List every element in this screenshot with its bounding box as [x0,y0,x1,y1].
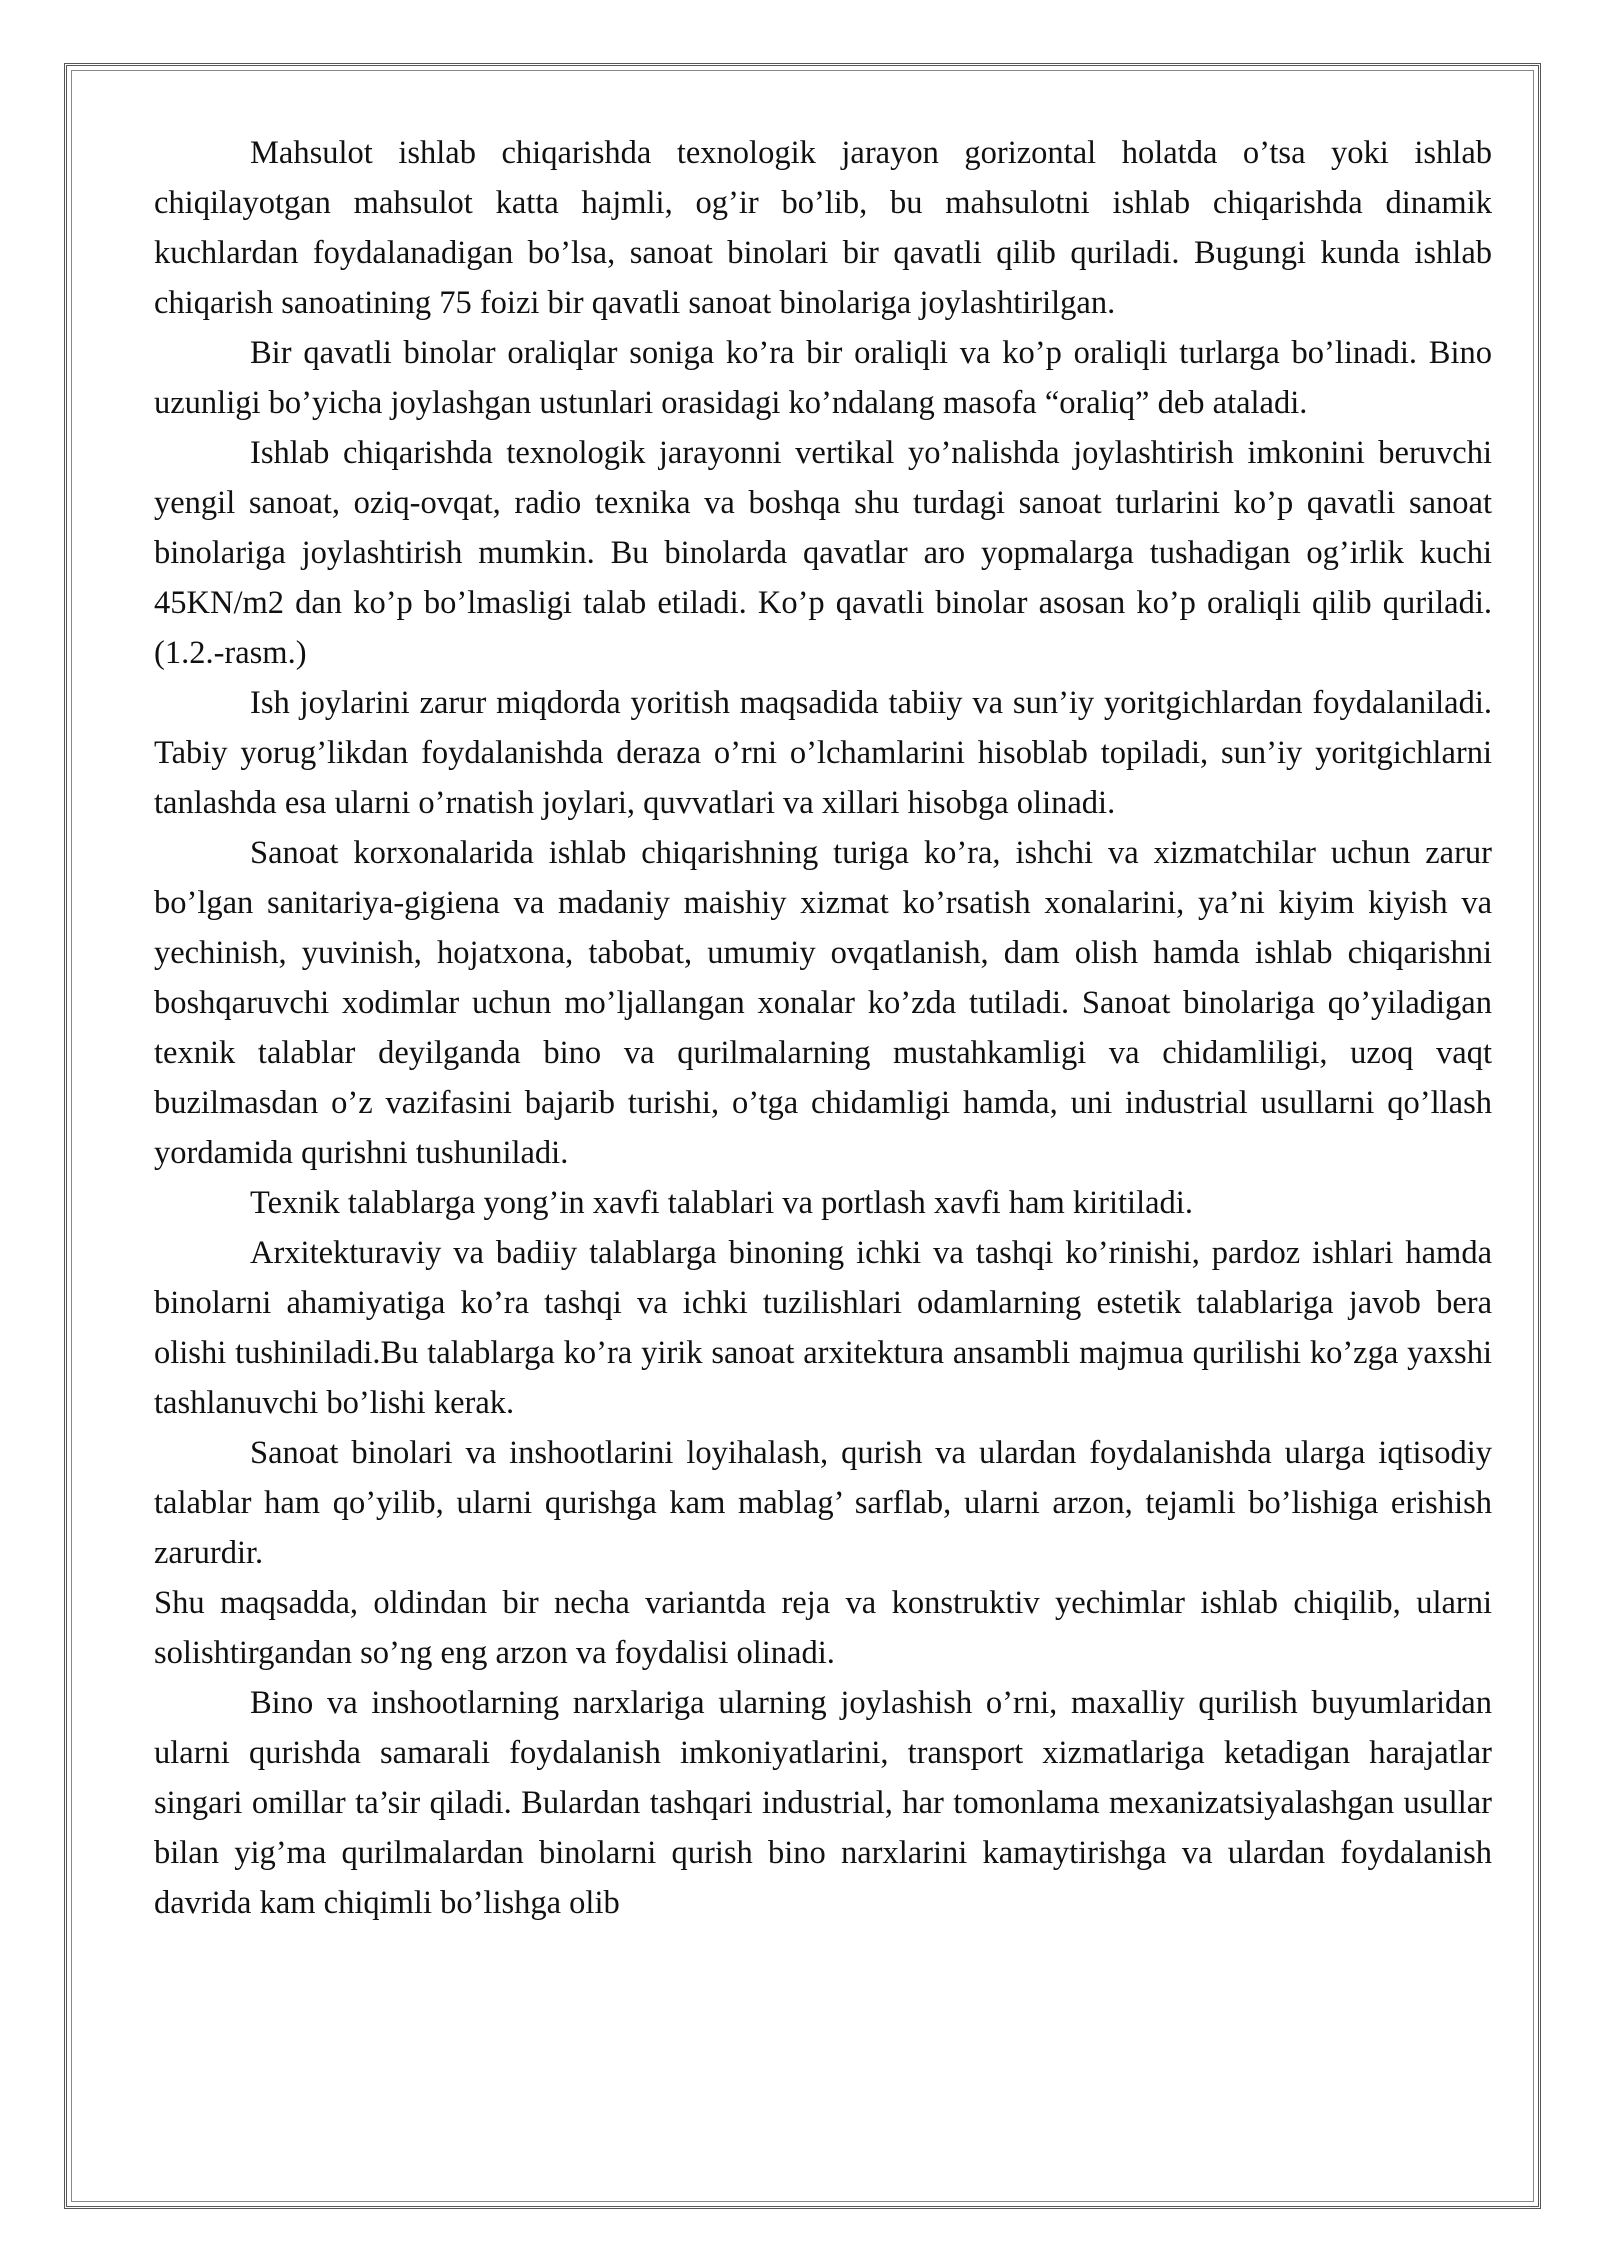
paragraph-1: Mahsulot ishlab chiqarishda texnologik jarayon gorizontal holatda o’tsa yoki ishlab chiqilayotgan mahsulot katta hajmli, og’ir bo’lib, bu mahsulotni ishlab chiqarishda dinamik kuchlardan foydalanadigan bo’lsa, sanoat binolari bir qavatli qilib quriladi. Bugungi kunda ishlab chiqarish sanoatining 75 foizi bir qavatli sanoat binolariga joylashtirilgan. [154,135,1492,321]
paragraph-7: Arxitekturaviy va badiiy talablarga binoning ichki va tashqi ko’rinishi, pardoz ishlari hamda binolarni ahamiyatiga ko’ra tashqi va ichki tuzilishlari odamlarning estetik talablariga javob bera olishi tushiniladi.Bu talablarga ko’ra yirik sanoat arxitektura ansambli majmua qurilishi ko’zga yaxshi tashlanuvchi bo’lishi kerak. [154,1235,1492,1421]
paragraph-3: Ishlab chiqarishda texnologik jarayonni vertikal yo’nalishda joylashtirish imkonini beruvchi yengil sanoat, oziq-ovqat, radio texnika va boshqa shu turdagi sanoat turlarini ko’p qavatli sanoat binolariga joylashtirish mumkin. Bu binolarda qavatlar aro yopmalarga tushadigan og’irlik kuchi 45KN/m2 dan ko’p bo’lmasligi talab etiladi. Ko’p qavatli binolar asosan ko’p oraliqli qilib quriladi.(1.2.-rasm.) [154,435,1492,671]
paragraph-10: Bino va inshootlarning narxlariga ularning joylashish o’rni, maxalliy qurilish buyumlaridan ularni qurishda samarali foydalanish imkoniyatlarini, transport xizmatlariga ketadigan harajatlar singari omillar ta’sir qiladi. Bulardan tashqari industrial, har tomonlama mexanizatsiyalashgan usullar bilan yig’ma qurilmalardan binolarni qurish bino narxlarini kamaytirishga va ulardan foydalanish davrida kam chiqimli bo’lishga olib [154,1685,1492,1921]
paragraph-6: Texnik talablarga yong’in xavfi talablari va portlash xavfi ham kiritiladi. [250,1185,1193,1221]
paragraph-4: Ish joylarini zarur miqdorda yoritish maqsadida tabiiy va sun’iy yoritgichlardan foydalaniladi. Tabiy yorug’likdan foydalanishda deraza o’rni o’lchamlarini hisoblab topiladi, sun’iy yoritgichlarni tanlashda esa ularni o’rnatish joylari, quvvatlari va xillari hisobga olinadi. [154,685,1492,821]
document-body [154,128,1492,1928]
paragraph-9: Shu maqsadda, oldindan bir necha variantda reja va konstruktiv yechimlar ishlab chiqilib, ularni solishtirgandan so’ng eng arzon va foydalisi olinadi. [154,1585,1492,1671]
paragraph-5: Sanoat korxonalarida ishlab chiqarishning turiga ko’ra, ishchi va xizmatchilar uchun zarur bo’lgan sanitariya-gigiena va madaniy maishiy xizmat ko’rsatish xonalarini, ya’ni kiyim kiyish va yechinish, yuvinish, hojatxona, tabobat, umumiy ovqatlanish, dam olish hamda ishlab chiqarishni boshqaruvchi xodimlar uchun mo’ljallangan xonalar ko’zda tutiladi. Sanoat binolariga qo’yiladigan texnik talablar deyilganda bino va qurilmalarning mustahkamligi va chidamliligi, uzoq vaqt buzilmasdan o’z vazifasini bajarib turishi, o’tga chidamligi hamda, uni industrial usullarni qo’llash yordamida qurishni tushuniladi. [154,835,1492,1171]
paragraph-2: Bir qavatli binolar oraliqlar soniga ko’ra bir oraliqli va ko’p oraliqli turlarga bo’linadi. Bino uzunligi bo’yicha joylashgan ustunlari orasidagi ko’ndalang masofa “oraliq” deb ataladi. [154,335,1492,421]
paragraph-8: Sanoat binolari va inshootlarini loyihalash, qurish va ulardan foydalanishda ularga iqtisodiy talablar ham qo’yilib, ularni qurishga kam mablag’ sarflab, ularni arzon, tejamli bo’lishiga erishish zarurdir. [154,1435,1492,1571]
